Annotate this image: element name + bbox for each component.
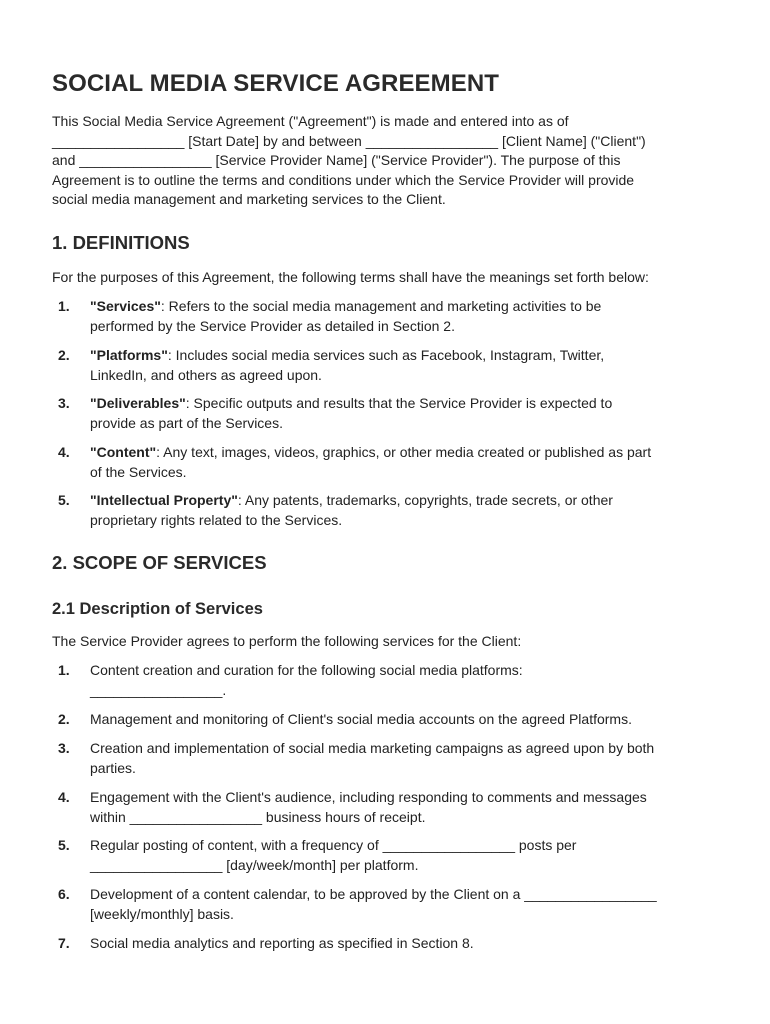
list-item-text: _________________. [90,681,227,698]
list-item-text: Development of a content calendar, to be approved by the Client on a _________________ [90,886,657,902]
scope-lead: The Service Provider agrees to perform the following services for the Client: [52,633,522,649]
definition-text: of the Services. [90,463,187,480]
definition-term: "Deliverables" [90,395,186,411]
definition-text: : Specific outputs and results that the Service Provider is expected to [185,395,613,411]
list-item-text: Social media analytics and reporting as specified in Section 8. [90,935,474,951]
list-number: 2. [58,347,70,363]
list-number: 7. [58,935,70,951]
definition-term: "Intellectual Property" [90,492,238,508]
list-number: 1. [58,298,70,314]
list-item-text: Management and monitoring of Client's social media accounts on the agreed Platforms. [90,711,632,727]
section-heading-definitions: 1. DEFINITIONS [52,232,190,253]
list-number: 1. [58,662,70,678]
definition-text: : Any text, images, videos, graphics, or other media created or published as part [156,444,652,460]
list-item-text: Content creation and curation for the following social media platforms: [90,662,523,678]
intro-line: social media management and marketing services to the Client. [52,191,446,207]
list-number: 4. [58,789,70,805]
definition-text: provide as part of the Services. [90,414,283,431]
list-number: 2. [58,711,70,727]
subsection-heading: 2.1 Description of Services [52,600,263,618]
list-item-text: _________________ [day/week/month] per platform. [90,856,419,873]
list-number: 3. [58,395,70,411]
definition-text: : Any patents, trademarks, copyrights, trade secrets, or other [237,492,613,508]
definition-term: "Services" [90,298,161,314]
definition-text: LinkedIn, and others as agreed upon. [90,366,322,383]
list-item-text: Regular posting of content, with a frequency of _________________ posts per [90,837,577,853]
intro-paragraph [52,112,722,210]
intro-line: _________________ [Start Date] by and between _________________ [Client Name] ("Client") [52,132,646,149]
list-item-text: Engagement with the Client's audience, including responding to comments and messages [90,789,647,805]
list-number: 5. [58,492,70,508]
intro-line: and _________________ [Service Provider Name] ("Service Provider"). The purpose of this [52,152,621,168]
definitions-lead: For the purposes of this Agreement, the following terms shall have the meanings set forth below: [52,269,649,285]
definition-term: "Content" [90,444,157,460]
definition-text: proprietary rights related to the Services. [90,511,343,528]
list-item-text: parties. [90,759,136,776]
list-item-text: Creation and implementation of social media marketing campaigns as agreed upon by both [90,740,655,756]
list-number: 5. [58,837,70,853]
definition-term: "Platforms" [90,347,168,363]
list-item-text: within _________________ business hours of receipt. [90,808,426,825]
definition-text: performed by the Service Provider as detailed in Section 2. [90,317,455,334]
intro-line: This Social Media Service Agreement ("Agreement") is made and entered into as of [52,113,569,129]
definition-text: : Refers to the social media management and marketing activities to be [160,298,602,314]
list-number: 6. [58,886,70,902]
list-item-text: [weekly/monthly] basis. [90,905,234,922]
list-number: 4. [58,444,70,460]
document-title: SOCIAL MEDIA SERVICE AGREEMENT [52,70,500,97]
section-heading-scope: 2. SCOPE OF SERVICES [52,552,267,573]
list-number: 3. [58,740,70,756]
intro-line: Agreement is to outline the terms and conditions under which the Service Provider will provide [52,171,635,188]
definition-text: : Includes social media services such as Facebook, Instagram, Twitter, [167,347,605,363]
